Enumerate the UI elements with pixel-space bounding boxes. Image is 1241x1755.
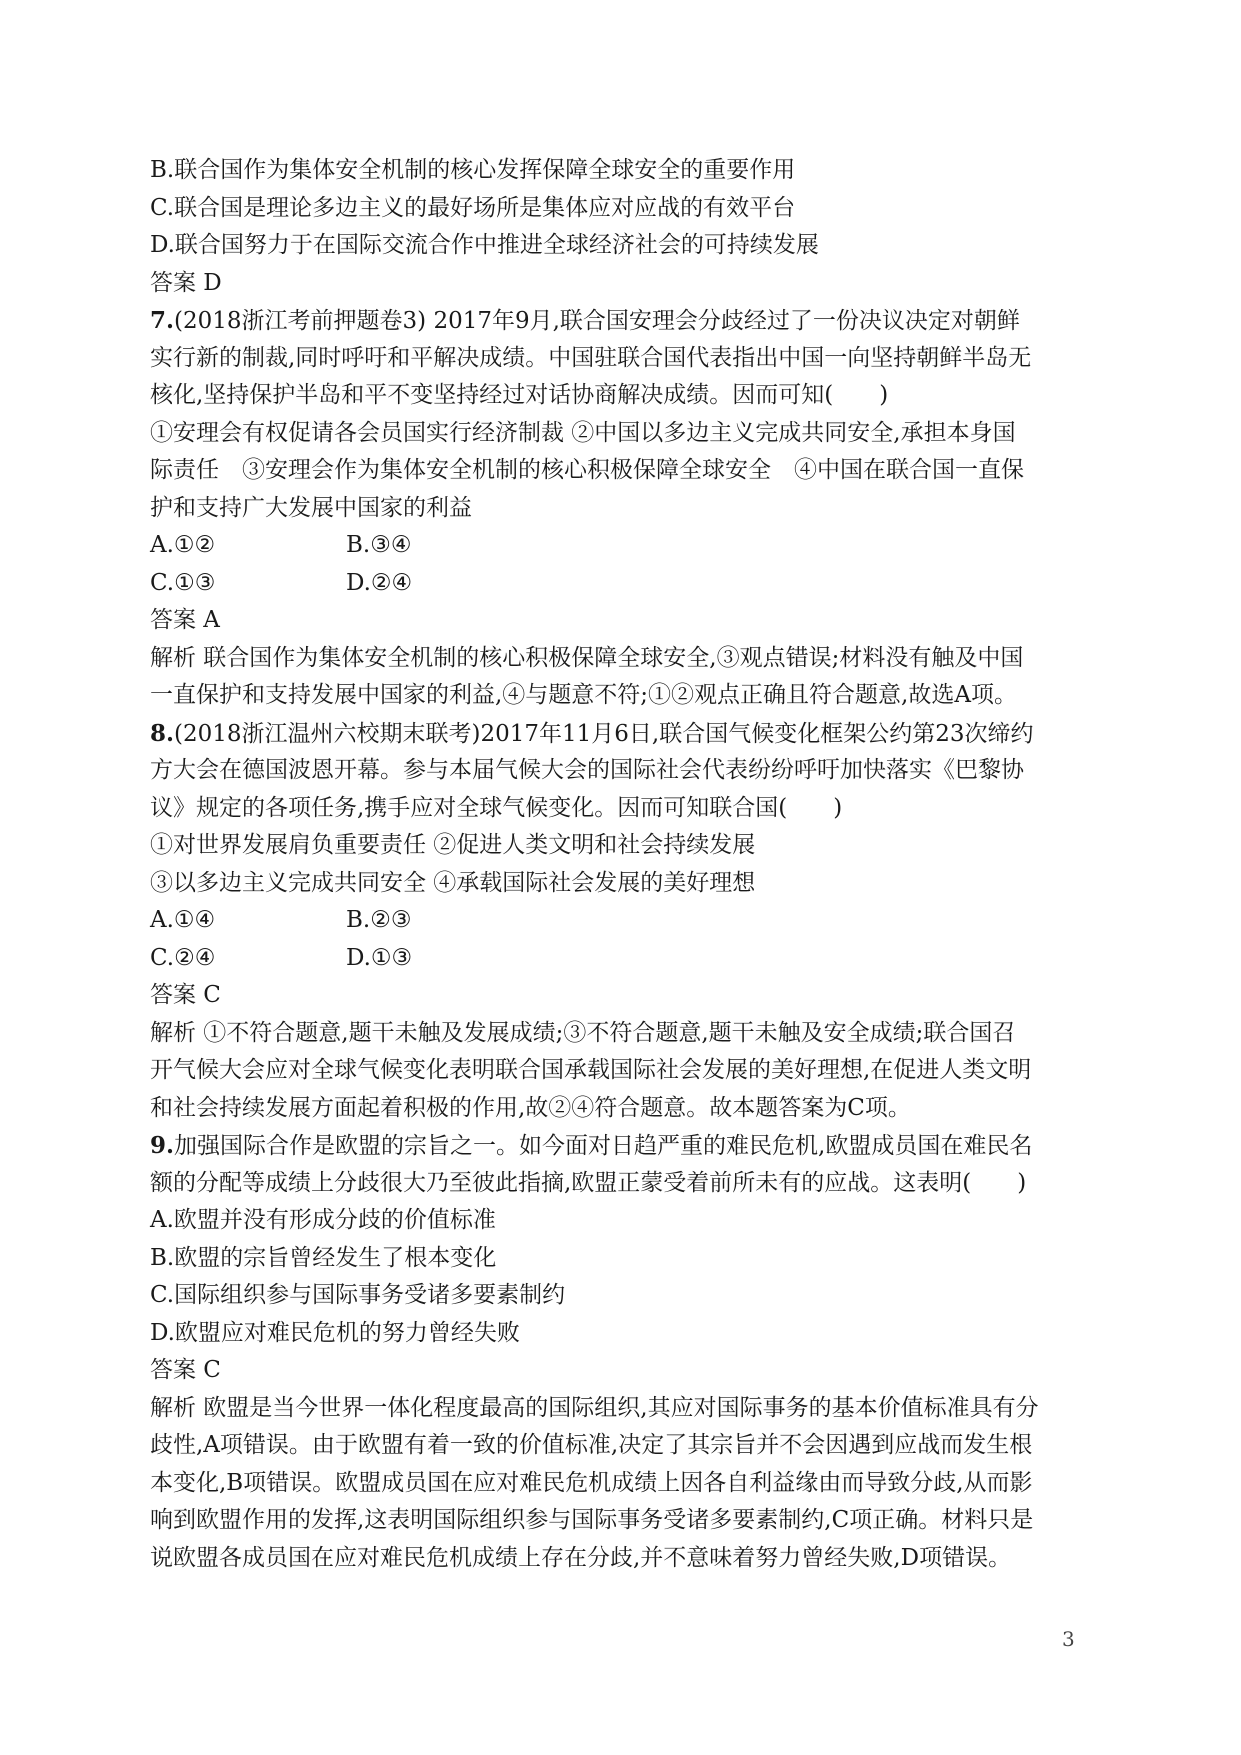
answer: 答案 C [150, 1357, 221, 1383]
document-body [150, 152, 1100, 1577]
option-b: B.③④ [346, 532, 412, 558]
question-text: (2018浙江温州六校期末联考)2017年11月6日,联合国气候变化框架公约第23次缔约 [174, 720, 1034, 747]
question-9-line [150, 1127, 1100, 1165]
answer: 答案 D [150, 269, 222, 296]
analysis-line: 开气候大会应对全球气候变化表明联合国承载国际社会发展的美好理想,在促进人类文明 [150, 1057, 1032, 1083]
option-d: D.欧盟应对难民危机的努力曾经失败 [150, 1319, 520, 1346]
option-a: A.①② [150, 532, 216, 558]
question-number: 8. [150, 719, 175, 747]
option-c: C.联合国是理论多边主义的最好场所是集体应对应战的有效平台 [150, 194, 796, 221]
analysis-line: 解析 ①不符合题意,题干未触及发展成绩;③不符合题意,题干未触及安全成绩;联合国召 [150, 1019, 1016, 1046]
question-7-line [150, 302, 1100, 340]
statement-line: ①对世界发展肩负重要责任 ②促进人类文明和社会持续发展 [150, 832, 756, 858]
analysis-line: 说欧盟各成员国在应对难民危机成绩上存在分歧,并不意味着努力曾经失败,D项错误。 [150, 1544, 1012, 1571]
analysis-line: 响到欧盟作用的发挥,这表明国际组织参与国际事务受诸多要素制约,C项正确。材料只是 [150, 1507, 1034, 1533]
options-row [150, 902, 1100, 940]
option-c: C.①③ [150, 569, 216, 596]
question-text: 加强国际合作是欧盟的宗旨之一。如今面对日趋严重的难民危机,欧盟成员国在难民名 [174, 1133, 1033, 1159]
question-7-line: 核化,坚持保护半岛和平不变坚持经过对话协商解决成绩。因而可知( ) [150, 382, 889, 408]
option-d: D.联合国努力于在国际交流合作中推进全球经济社会的可持续发展 [150, 232, 819, 258]
question-number: 9. [150, 1132, 175, 1159]
statement-line: ①安理会有权促请各会员国实行经济制裁 ②中国以多边主义完成共同安全,承担本身国 [150, 419, 1016, 446]
analysis-line: 本变化,B项错误。欧盟成员国在应对难民危机成绩上因各自利益缘由而导致分歧,从而影 [150, 1469, 1033, 1496]
option-c: C.国际组织参与国际事务受诸多要素制约 [150, 1282, 566, 1308]
option-b: B.联合国作为集体安全机制的核心发挥保障全球安全的重要作用 [150, 157, 796, 183]
options-row [150, 940, 1100, 978]
page-number: 3 [1062, 1627, 1075, 1651]
question-number: 7. [150, 307, 175, 334]
option-d: D.②④ [346, 569, 413, 596]
options-row [150, 527, 1100, 565]
options-row [150, 565, 1100, 603]
option-b: B.欧盟的宗旨曾经发生了根本变化 [150, 1244, 497, 1271]
question-9-line: 额的分配等成绩上分歧很大乃至彼此指摘,欧盟正蒙受着前所未有的应战。这表明( ) [150, 1169, 1027, 1196]
statement-line: 际责任 ③安理会作为集体安全机制的核心积极保障全球安全 ④中国在联合国一直保 [150, 457, 1024, 483]
statement-line: ③以多边主义完成共同安全 ④承载国际社会发展的美好理想 [150, 869, 756, 896]
option-a: A.①④ [150, 907, 216, 933]
analysis-line: 一直保护和支持发展中国家的利益,④与题意不符;①②观点正确且符合题意,故选A项。 [150, 682, 1017, 708]
question-8-line [150, 715, 1100, 753]
analysis-line: 解析 联合国作为集体安全机制的核心积极保障全球安全,③观点错误;材料没有触及中国 [150, 644, 1024, 671]
question-7-line: 实行新的制裁,同时呼吁和平解决成绩。中国驻联合国代表指出中国一向坚持朝鲜半岛无 [150, 344, 1032, 371]
option-b: B.②③ [346, 907, 412, 933]
option-d: D.①③ [346, 944, 413, 971]
analysis-line: 和社会持续发展方面起着积极的作用,故②④符合题意。故本题答案为C项。 [150, 1094, 911, 1121]
question-8-line: 议》规定的各项任务,携手应对全球气候变化。因而可知联合国( ) [150, 794, 843, 821]
statement-line: 护和支持广大发展中国家的利益 [150, 494, 472, 521]
question-8-line: 方大会在德国波恩开幕。参与本届气候大会的国际社会代表纷纷呼吁加快落实《巴黎协 [150, 757, 1024, 783]
option-a: A.欧盟并没有形成分歧的价值标准 [150, 1207, 496, 1233]
analysis-line: 解析 欧盟是当今世界一体化程度最高的国际组织,其应对国际事务的基本价值标准具有分 [150, 1394, 1039, 1421]
option-c: C.②④ [150, 944, 216, 971]
analysis-line: 歧性,A项错误。由于欧盟有着一致的价值标准,决定了其宗旨并不会因遇到应战而发生根 [150, 1432, 1033, 1458]
answer: 答案 A [150, 607, 220, 633]
answer: 答案 C [150, 982, 221, 1008]
question-text: (2018浙江考前押题卷3) 2017年9月,联合国安理会分歧经过了一份决议决定对朝鲜 [174, 308, 1020, 334]
